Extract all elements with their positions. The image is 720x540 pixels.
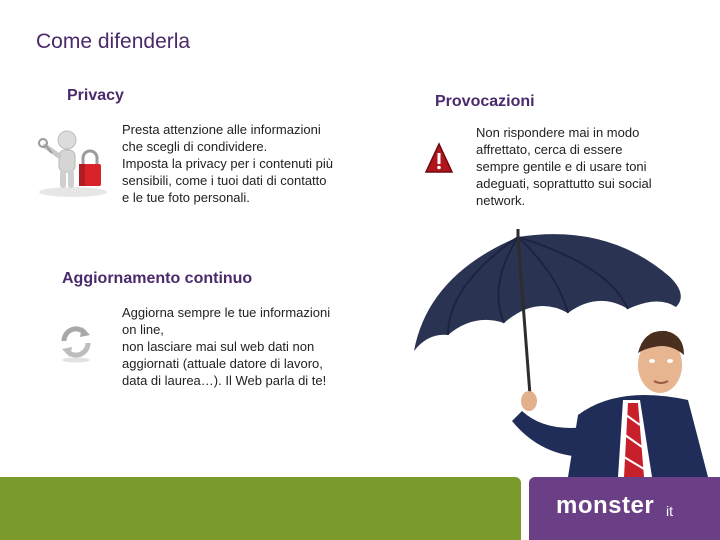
monster-logo: monster: [556, 492, 655, 519]
logo-suffix: it: [666, 503, 673, 519]
privacy-heading: Privacy: [67, 87, 124, 104]
page-title: Come difenderla: [36, 30, 191, 53]
umbrella-man-image: [408, 225, 708, 477]
warning-icon: [424, 142, 454, 176]
aggiornamento-heading: Aggiornamento continuo: [62, 270, 253, 287]
aggiornamento-text: Aggiorna sempre le tue informazioni on line, non lasciare mai sul web dati non aggiornati (attuale datore di lavoro, data di laurea…). Il Web parla di te!: [122, 305, 331, 388]
privacy-text: Presta attenzione alle informazioni che scegli di condividere. Imposta la privacy per i contenuti più sensibili, come i tuoi dati di contatto e le tue foto personali.: [122, 122, 333, 205]
user-lock-icon: [33, 122, 111, 200]
refresh-icon: [58, 323, 94, 363]
provocazioni-heading: Provocazioni: [435, 93, 535, 110]
provocazioni-text: Non rispondere mai in modo affrettato, cerca di essere sempre gentile e di usare toni adeguati, soprattutto sui social network.: [476, 125, 652, 208]
footer-bar-green: [0, 477, 521, 540]
